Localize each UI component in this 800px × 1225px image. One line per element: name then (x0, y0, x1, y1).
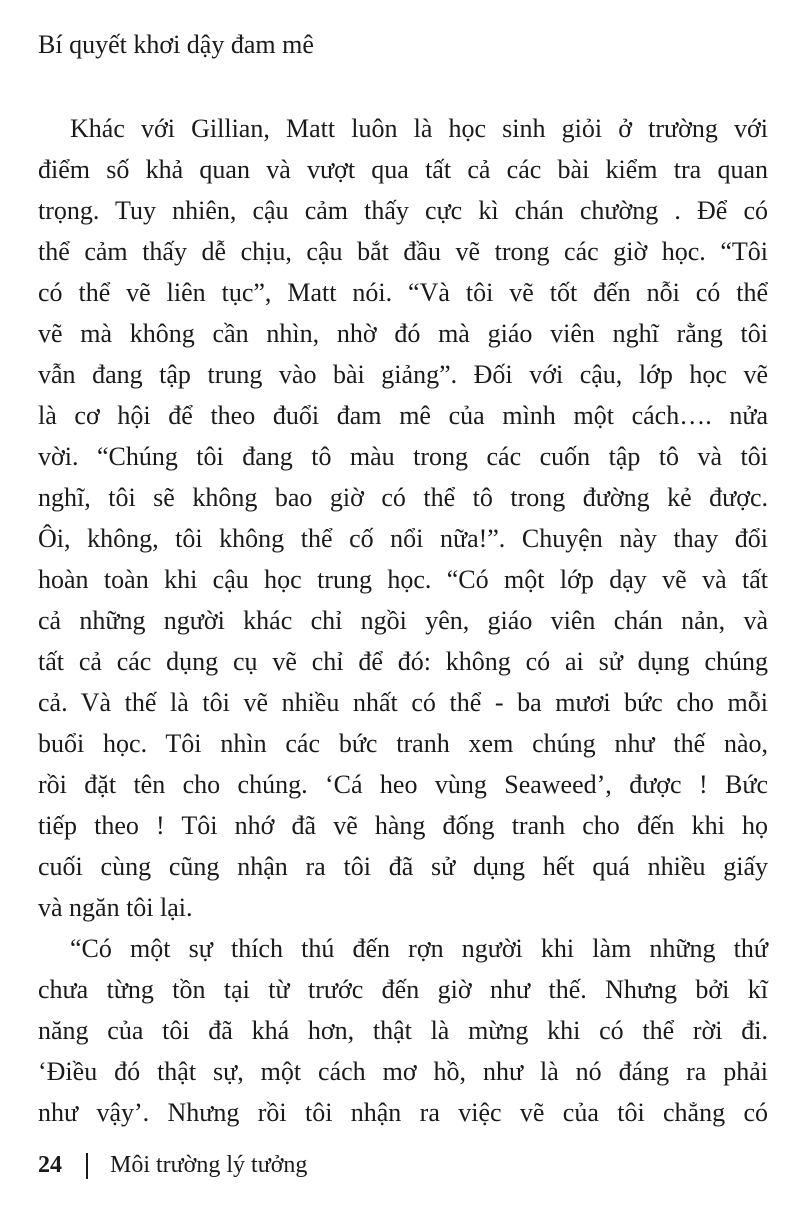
page-number: 24 (38, 1152, 62, 1178)
text-line: như vậy’. Nhưng rồi tôi nhận ra việc vẽ của tôi chẳng có (38, 1098, 768, 1127)
text-line: tất cả các dụng cụ vẽ chỉ để đó: không có ai sử dụng chúng (38, 647, 768, 676)
text-line: chưa từng tồn tại từ trước đến giờ như thế. Nhưng bởi kĩ (38, 975, 768, 1004)
paragraph (38, 108, 768, 928)
text-line: vẽ mà không cần nhìn, nhờ đó mà giáo viên nghĩ rằng tôi (38, 319, 768, 348)
text-line: nghĩ, tôi sẽ không bao giờ có thể tô trong đường kẻ được. (38, 483, 768, 512)
text-line: ‘Điều đó thật sự, một cách mơ hồ, như là nó đáng ra phải (38, 1057, 768, 1086)
text-line: có thể vẽ liên tục”, Matt nói. “Và tôi vẽ tốt đến nỗi có thể (38, 278, 768, 307)
text-line: năng của tôi đã khá hơn, thật là mừng khi có thể rời đi. (38, 1016, 768, 1045)
text-line: tiếp theo ! Tôi nhớ đã vẽ hàng đống tranh cho đến khi họ (38, 811, 768, 840)
text-line: “Có một sự thích thú đến rợn người khi làm những thứ (70, 934, 768, 963)
section-title: Môi trường lý tưởng (110, 1152, 308, 1178)
text-line: cả. Và thế là tôi vẽ nhiều nhất có thể - ba mươi bức cho mỗi (38, 688, 768, 717)
running-head: Bí quyết khơi dậy đam mê (38, 30, 314, 59)
text-line: vẫn đang tập trung vào bài giảng”. Đối với cậu, lớp học vẽ (38, 360, 768, 389)
text-line: Khác với Gillian, Matt luôn là học sinh giỏi ở trường với (70, 114, 768, 143)
text-line: trọng. Tuy nhiên, cậu cảm thấy cực kì chán chường . Để có (38, 196, 768, 225)
text-line: Ôi, không, tôi không thể cố nổi nữa!”. Chuyện này thay đổi (38, 524, 768, 553)
page-footer (38, 1152, 307, 1179)
text-line: rồi đặt tên cho chúng. ‘Cá heo vùng Seaweed’, được ! Bức (38, 770, 768, 799)
text-line: cả những người khác chỉ ngồi yên, giáo viên chán nản, và (38, 606, 768, 635)
text-line: vời. “Chúng tôi đang tô màu trong các cuốn tập tô và tôi (38, 442, 768, 471)
text-line: điểm số khả quan và vượt qua tất cả các bài kiểm tra quan (38, 155, 768, 184)
text-line: buổi học. Tôi nhìn các bức tranh xem chúng như thế nào, (38, 729, 768, 758)
text-line: hoàn toàn khi cậu học trung học. “Có một lớp dạy vẽ và tất (38, 565, 768, 594)
text-line: thể cảm thấy dễ chịu, cậu bắt đầu vẽ trong các giờ học. “Tôi (38, 237, 768, 266)
body-text (38, 108, 768, 1133)
text-line: là cơ hội để theo đuổi đam mê của mình một cách…. nửa (38, 401, 768, 430)
text-line: cuối cùng cũng nhận ra tôi đã sử dụng hết quá nhiều giấy (38, 852, 768, 881)
footer-separator (86, 1153, 88, 1179)
text-line: và ngăn tôi lại. (38, 893, 193, 922)
paragraph (38, 928, 768, 1133)
